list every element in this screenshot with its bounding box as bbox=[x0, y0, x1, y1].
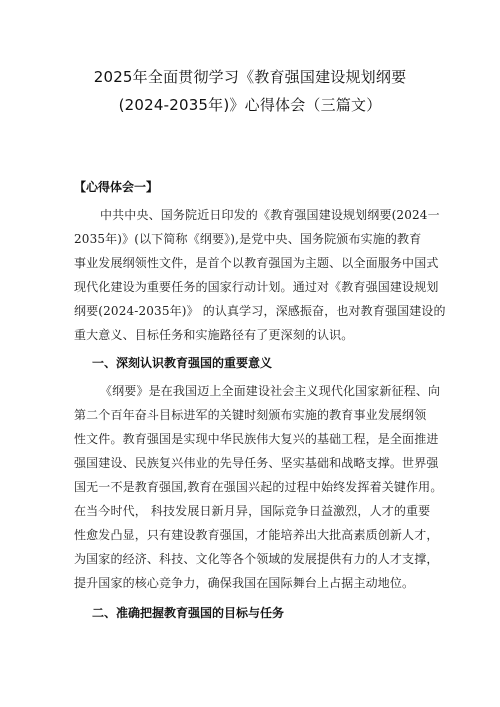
paragraph-2-line: 在当今时代， 科技发展日新月异，国际竞争日益激烈，人才的重要 bbox=[74, 504, 431, 518]
document-title-line-1: 2025年全面贯彻学习《教育强国建设规划纲要 bbox=[93, 68, 407, 86]
paragraph-1-line: 重大意义、目标任务和实施路径有了更深刻的认识。 bbox=[74, 328, 354, 342]
paragraph-2-line: 国无一不是教育强国,教育在强国兴起的过程中始终发挥着关键作用。 bbox=[74, 480, 443, 494]
paragraph-2-line: 提升国家的核心竞争力，确保我国在国际舞台上占据主动地位。 bbox=[74, 576, 415, 590]
paragraph-1-line: 2035年)》(以下简称《纲要》),是党中央、国务院颁布实施的教育 bbox=[74, 232, 422, 246]
paragraph-2-line: 性愈发凸显，只有建设教育强国，才能培养出大批高素质创新人才， bbox=[74, 528, 439, 542]
paragraph-2-line: 《纲要》是在我国迈上全面建设社会主义现代化国家新征程、向 bbox=[100, 384, 441, 398]
paragraph-1-line: 现代化建设为重要任务的国家行动计划。通过对《教育强国建设规划 bbox=[74, 280, 439, 294]
paragraph-2-line: 第二个百年奋斗目标进军的关键时刻颁布实施的教育事业发展纲领 bbox=[74, 408, 427, 422]
paragraph-1-line: 事业发展纲领性文件，是首个以教育强国为主题、以全面服务中国式 bbox=[74, 256, 439, 270]
document-title-line-2: (2024-2035年)》心得体会（三篇文） bbox=[118, 96, 382, 114]
paragraph-1-line: 中共中央、国务院近日印发的《教育强国建设规划纲要(2024一 bbox=[100, 208, 440, 222]
subheading-2: 二、准确把握教育强国的目标与任务 bbox=[92, 606, 285, 620]
paragraph-2-line: 为国家的经济、科技、文化等各个领域的发展提供有力的人才支撑， bbox=[74, 552, 439, 566]
paragraph-2-line: 性文件。教育强国是实现中华民族伟大复兴的基础工程，是全面推进 bbox=[74, 432, 439, 446]
paragraph-2-line: 强国建设、民族复兴伟业的先导任务、坚实基础和战略支撑。世界强 bbox=[74, 456, 439, 470]
section-heading: 【心得体会一】 bbox=[74, 180, 159, 194]
subheading-1: 一、深刻认识教育强国的重要意义 bbox=[92, 356, 273, 370]
paragraph-1-line: 纲要(2024-2035年)》 的认真学习，深感振奋，也对教育强国建设的 bbox=[74, 304, 446, 318]
